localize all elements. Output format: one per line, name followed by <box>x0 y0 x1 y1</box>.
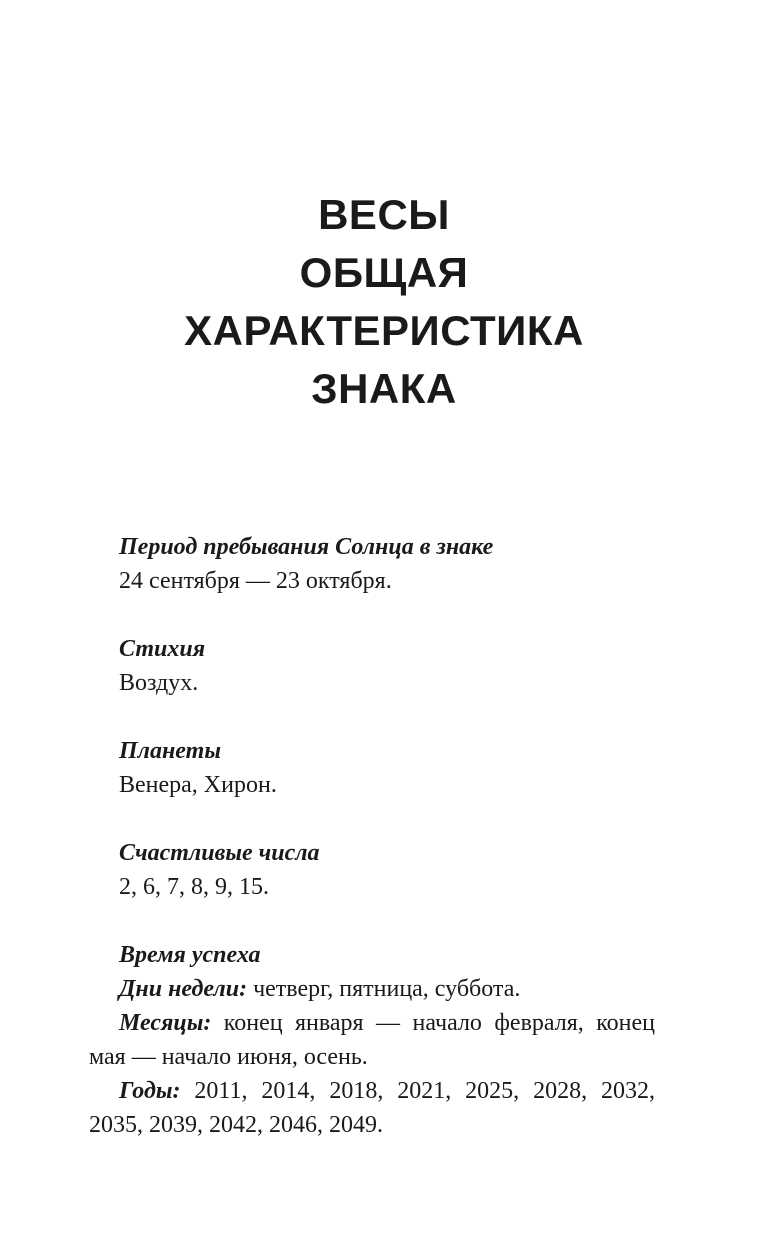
title-line: ВЕСЫ <box>318 191 450 238</box>
years-paragraph <box>89 1074 655 1142</box>
section-value: 2, 6, 7, 8, 9, 15. <box>119 874 269 900</box>
section-heading: Счастливые числа <box>119 840 320 866</box>
months-label: Месяцы: <box>119 1010 212 1036</box>
sign-facts <box>89 530 655 1142</box>
section-period <box>89 530 655 598</box>
chapter-title <box>0 186 768 418</box>
title-line: ЗНАКА <box>311 365 457 412</box>
section-element <box>89 632 655 700</box>
section-value: Воздух. <box>119 670 199 696</box>
section-heading: Стихия <box>119 636 206 662</box>
years-label: Годы: <box>119 1078 181 1104</box>
section-success-time <box>89 938 655 1142</box>
section-heading: Время успеха <box>119 942 261 968</box>
years-value: 2011, 2014, 2018, 2021, 2025, 2028, 2032, 2035, 2039, 2042, 2046, 2049. <box>89 1078 655 1138</box>
days-label: Дни недели: <box>119 976 248 1002</box>
section-planets <box>89 734 655 802</box>
months-paragraph <box>89 1006 655 1074</box>
section-heading: Планеты <box>119 738 221 764</box>
title-line: ОБЩАЯ <box>299 249 469 296</box>
section-value: Венера, Хирон. <box>119 772 277 798</box>
section-lucky-numbers <box>89 836 655 904</box>
title-line: ХАРАКТЕРИСТИКА <box>184 307 584 354</box>
section-heading: Период пребывания Солнца в знаке <box>119 534 494 560</box>
days-value: четверг, пятница, суббота. <box>247 976 521 1002</box>
section-value: 24 сентября — 23 октября. <box>119 568 392 594</box>
months-value: конец января — начало февраля, конец мая — начало июня, осень. <box>89 1010 655 1070</box>
days-paragraph <box>89 972 655 1006</box>
